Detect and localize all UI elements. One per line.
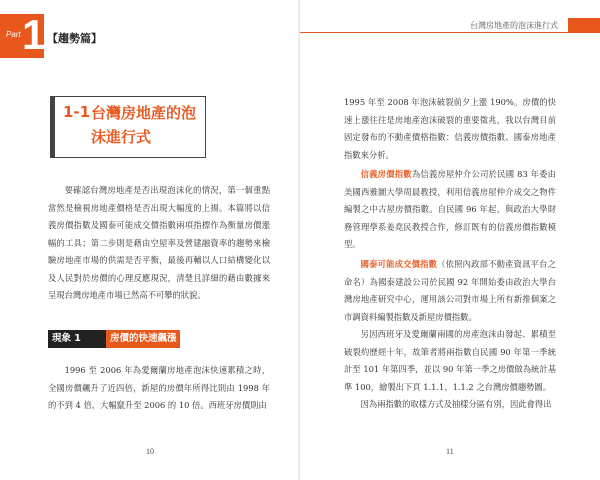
- chapter-title-box: [50, 96, 206, 158]
- chapter-title: 台灣房地產的泡沫進行式: [91, 104, 197, 146]
- header-rule: [300, 32, 600, 33]
- paragraph-1: 1995 年至 2008 年泡沫破裂前夕上漲 190%。房價的快速上漲往往是房地產泡沫破裂的重要徵兆，我以台灣目前固定發布的不動產價格指數：信義房價指數、國泰房地產指數來分析。: [344, 97, 556, 160]
- right-page: [300, 0, 600, 480]
- cathay-term: 國泰可能成交價指數: [360, 259, 438, 269]
- running-header: 台灣房地產的泡沫進行式: [470, 21, 558, 30]
- xinyi-text: 為信義房屋仲介公司於民國 83 年委由美國西雅圖大學周晨教授，利用信義房屋仲介成交之物件編製之中古屋房價指數。自民國 96 年起，與政治大學財務管理學系姜堯民教授合作，修訂既有的信義房價指數模型。: [344, 169, 556, 249]
- header-accent-bar: [568, 18, 600, 32]
- page-number-left: 10: [146, 447, 154, 456]
- paragraph-5: 因為兩指數的取樣方式及抽樣分區有別，因此會得出: [360, 399, 552, 409]
- xinyi-paragraph: [344, 166, 556, 254]
- xinyi-term: 信義房價指數: [360, 169, 412, 179]
- intro-paragraph: 要確認台灣房地產是否出現泡沫化的情況，第一個重點當然是檢視房地產價格是否出現大幅度的上揚。本篇將以信義房價指數及國泰可能成交價指數兩項指標作為衡量房價漲幅的工具；第二步則是藉由空屋率及營建融資率的趨勢來檢驗房地產市場的供需是否平衡，最後再輔以人口結構變化以及人民對於房價的心理反應現況，清楚且詳細的藉由數據來呈現台灣房地產市場已然高不可攀的狀貌。: [48, 185, 270, 300]
- part-badge: [0, 11, 46, 58]
- part-number: 1: [22, 11, 46, 58]
- page-number-right: 11: [446, 447, 454, 456]
- paragraph-4: 另因西班牙及愛爾蘭兩國的房產泡沫由發起、累積至破裂約歷經十年，故筆者將兩指數自民國 90 年第一季統計至 101 年第四季，並以 90 年第一季之房價做為統計基準 100，繪製出下頁 1.1.1、1.1.2 之台灣房價趨勢圖。: [344, 329, 556, 392]
- chapter-number: 1-1: [63, 103, 91, 121]
- cathay-text: （依照內政部不動產資訊平台之命名）為國泰建設公司於民國 92 年開始委由政治大學台灣房地產研究中心，運用該公司對市場上所有新推個案之市調資料編製指數及新屋房價指數。: [344, 259, 556, 322]
- section-tag: 【趨勢篇】: [47, 32, 102, 45]
- phenomenon-title: 房價的快速飆漲: [106, 330, 180, 348]
- phenomenon-label: 現象 1: [48, 330, 106, 348]
- part-word: Part: [6, 30, 21, 39]
- cathay-paragraph: [344, 256, 556, 326]
- phenomenon-heading: [48, 330, 178, 348]
- phenomenon-paragraph: 1996 至 2006 年為愛爾蘭房地產泡沫快速累積之時，全國房價飆升了近四倍，新屋的房價年所得比則由 1998 年的不到 4 倍，大幅竄升至 2006 的 10 倍。西班牙房價則由: [48, 365, 270, 410]
